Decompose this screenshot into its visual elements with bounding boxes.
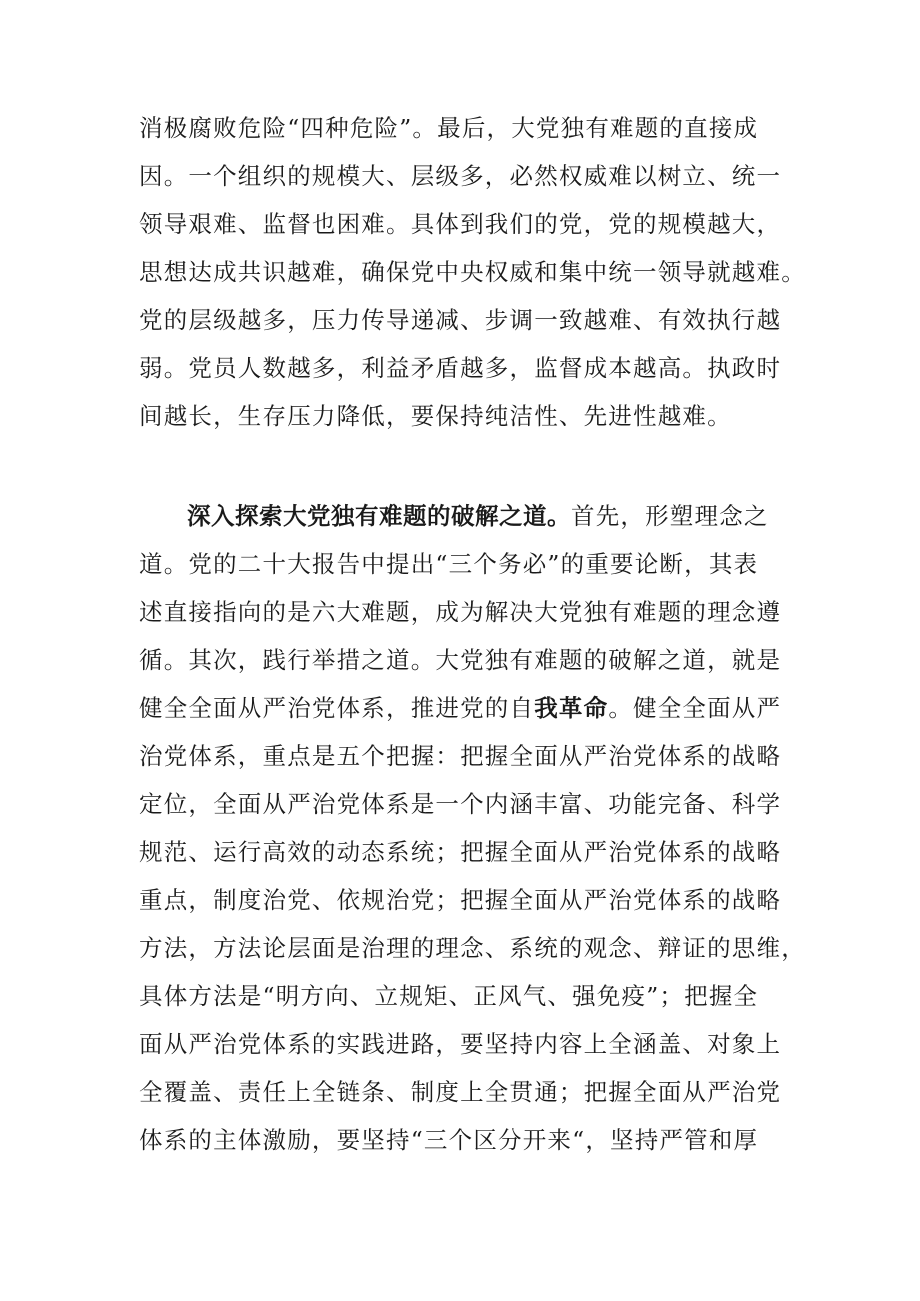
text-line: 间越长，生存压力降低，要保持纯洁性、先进性越难。 <box>139 402 732 430</box>
text-line: 循。其次，践行举措之道。大党独有难题的破解之道，就是 <box>139 646 782 674</box>
text-line: 体系的主体激励，要坚持“三个区分开来“，坚持严管和厚 <box>139 1126 759 1154</box>
text-line: 消极腐败危险“四种危险”。最后，大党独有难题的直接成 <box>139 114 759 142</box>
text-line: 方法，方法论层面是治理的理念、系统的观念、辩证的思维， <box>139 934 806 962</box>
text-line: 重点，制度治党、依规治党；把握全面从严治党体系的战略 <box>139 886 782 914</box>
text-line: 具体方法是“明方向、立规矩、正风气、强免疫”；把握全 <box>139 982 759 1010</box>
text-fragment: 健全全面从严治党体系，推进党的自 <box>139 694 535 722</box>
text-fragment: 首先，形塑理念之 <box>571 502 769 530</box>
text-line: 全覆盖、责任上全链条、制度上全贯通；把握全面从严治党 <box>139 1078 782 1106</box>
text-line: 面从严治党体系的实践进路，要坚持内容上全涵盖、对象上 <box>139 1030 782 1058</box>
section-heading: 深入探索大党独有难题的破解之道。 <box>187 502 571 530</box>
bold-phrase: 我革命 <box>534 694 609 722</box>
text-line-mixed <box>139 684 799 732</box>
paragraph-2 <box>139 492 806 1164</box>
text-line: 思想达成共识越难，确保党中央权威和集中统一领导就越难。 <box>139 258 806 286</box>
text-line: 领导艰难、监督也困难。具体到我们的党，党的规模越大， <box>139 210 782 238</box>
text-line: 规范、运行高效的动态系统；把握全面从严治党体系的战略 <box>139 838 782 866</box>
text-line: 因。一个组织的规模大、层级多，必然权威难以树立、统一 <box>139 162 782 190</box>
text-fragment: 。健全全面从严 <box>608 694 782 722</box>
text-line: 述直接指向的是六大难题，成为解决大党独有难题的理念遵 <box>139 598 782 626</box>
text-line: 道。党的二十大报告中提出“三个务必”的重要论断，其表 <box>139 550 759 578</box>
text-line: 党的层级越多，压力传导递减、步调一致越难、有效执行越 <box>139 306 782 334</box>
paragraph-1 <box>139 104 806 440</box>
text-line-first <box>139 492 799 540</box>
text-line: 定位，全面从严治党体系是一个内涵丰富、功能完备、科学 <box>139 790 782 818</box>
text-line: 治党体系，重点是五个把握：把握全面从严治党体系的战略 <box>139 742 782 770</box>
text-line: 弱。党员人数越多，利益矛盾越多，监督成本越高。执政时 <box>139 354 782 382</box>
